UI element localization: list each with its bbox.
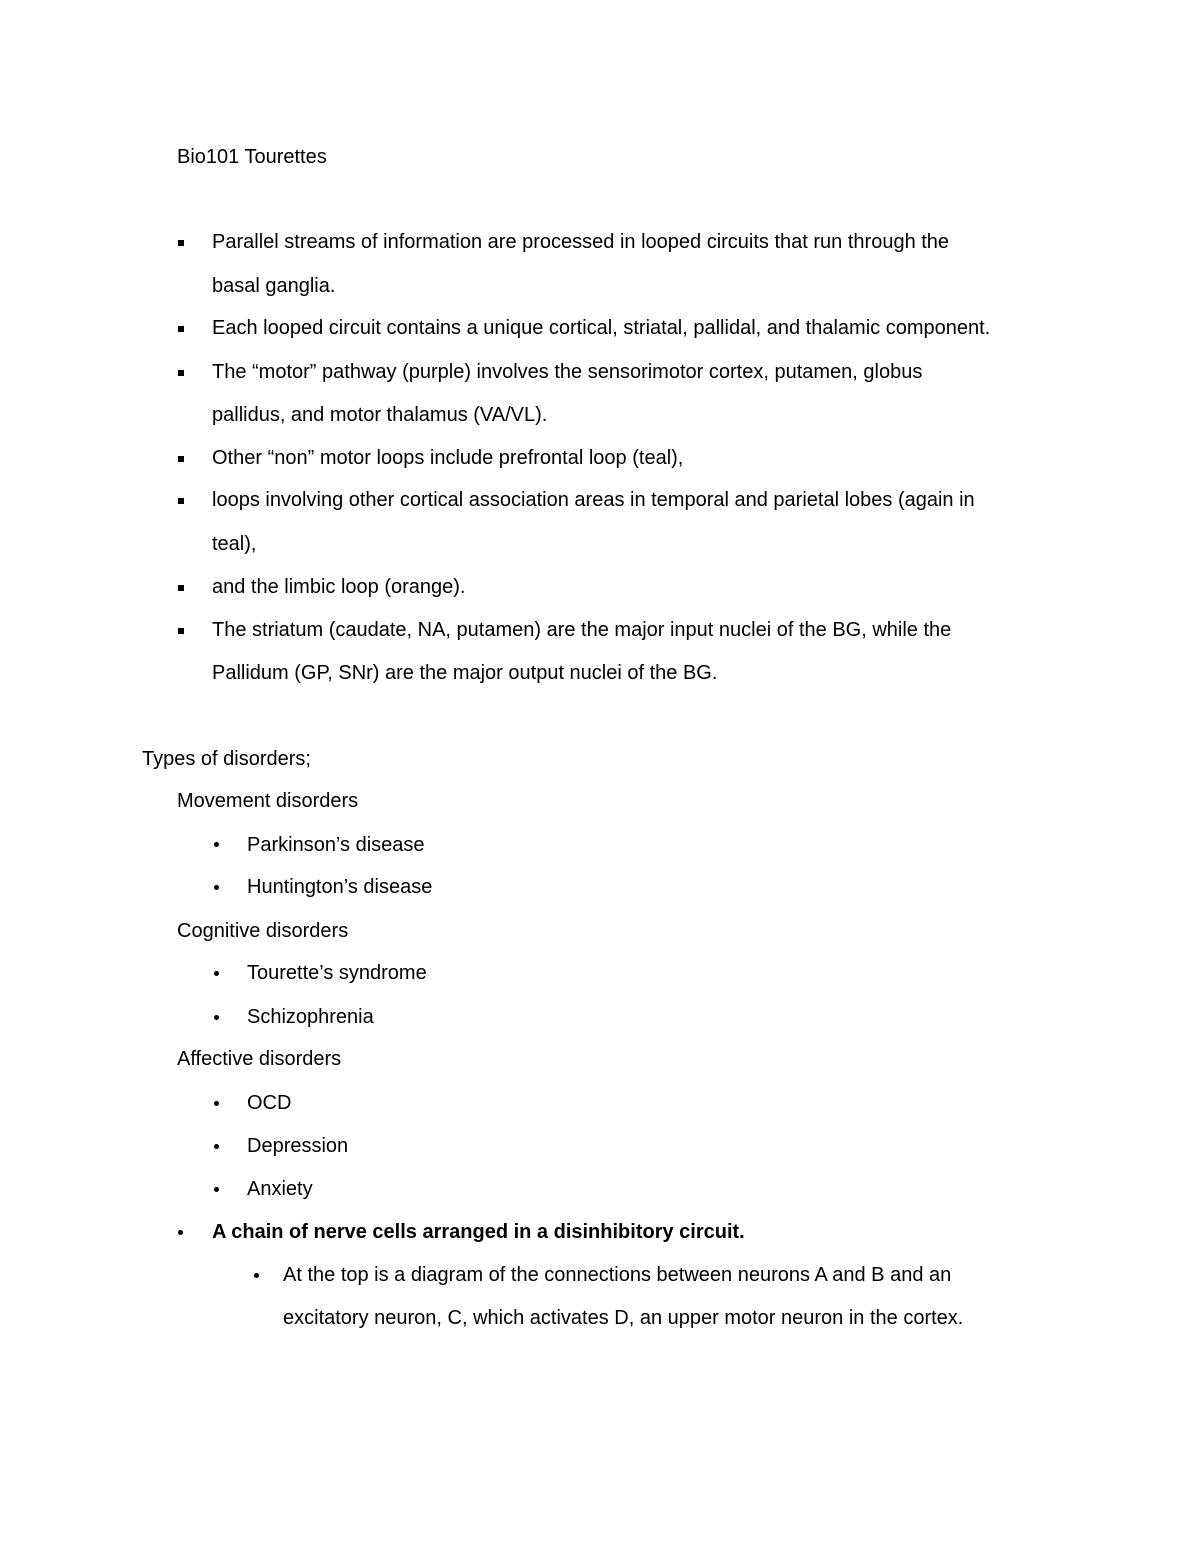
list-item-line: Pallidum (GP, SNr) are the major output nuclei of the BG.	[212, 662, 718, 684]
bullet-dot-icon	[214, 1144, 219, 1149]
disorder-item: OCD	[247, 1092, 292, 1114]
disorder-item: Schizophrenia	[247, 1006, 374, 1028]
bullet-dot-icon	[178, 1230, 183, 1235]
square-bullet-icon	[178, 326, 184, 332]
bullet-dot-icon	[214, 1015, 219, 1020]
square-bullet-icon	[178, 628, 184, 634]
list-item-line: and the limbic loop (orange).	[212, 576, 466, 598]
list-item-line: Parallel streams of information are processed in looped circuits that run through the	[212, 231, 950, 253]
document-title: Bio101 Tourettes	[177, 146, 327, 168]
list-item-line: Other “non” motor loops include prefrontal loop (teal),	[212, 447, 684, 469]
chain-subbullet-line: At the top is a diagram of the connections between neurons A and B and an	[283, 1264, 952, 1286]
disorder-item: Anxiety	[247, 1178, 313, 1200]
category-heading: Movement disorders	[177, 790, 359, 812]
disorder-item: Parkinson’s disease	[247, 834, 425, 856]
disorder-item: Tourette’s syndrome	[247, 962, 427, 984]
bullet-dot-icon	[214, 1187, 219, 1192]
chain-subbullet-line: excitatory neuron, C, which activates D, an upper motor neuron in the cortex.	[283, 1307, 964, 1329]
disorder-item: Depression	[247, 1135, 349, 1157]
bullet-dot-icon	[214, 1101, 219, 1106]
list-item-line: teal),	[212, 533, 257, 555]
bullet-dot-icon	[254, 1273, 259, 1278]
square-bullet-icon	[178, 456, 184, 462]
category-heading: Cognitive disorders	[177, 920, 349, 942]
bullet-dot-icon	[214, 885, 219, 890]
list-item-line: loops involving other cortical association areas in temporal and parietal lobes (again in	[212, 489, 975, 511]
types-heading: Types of disorders;	[142, 748, 311, 770]
square-bullet-icon	[178, 240, 184, 246]
list-item-line: The striatum (caudate, NA, putamen) are the major input nuclei of the BG, while the	[212, 619, 952, 641]
list-item-line: basal ganglia.	[212, 275, 336, 297]
square-bullet-icon	[178, 370, 184, 376]
list-item-line: Each looped circuit contains a unique cortical, striatal, pallidal, and thalamic component.	[212, 317, 991, 339]
category-heading: Affective disorders	[177, 1048, 342, 1070]
list-item-line: The “motor” pathway (purple) involves the sensorimotor cortex, putamen, globus	[212, 361, 923, 383]
bullet-dot-icon	[214, 971, 219, 976]
disorder-item: Huntington’s disease	[247, 876, 433, 898]
bullet-dot-icon	[214, 842, 219, 847]
square-bullet-icon	[178, 498, 184, 504]
square-bullet-icon	[178, 585, 184, 591]
chain-bullet-text: A chain of nerve cells arranged in a disinhibitory circuit.	[212, 1221, 745, 1243]
list-item-line: pallidus, and motor thalamus (VA/VL).	[212, 404, 548, 426]
